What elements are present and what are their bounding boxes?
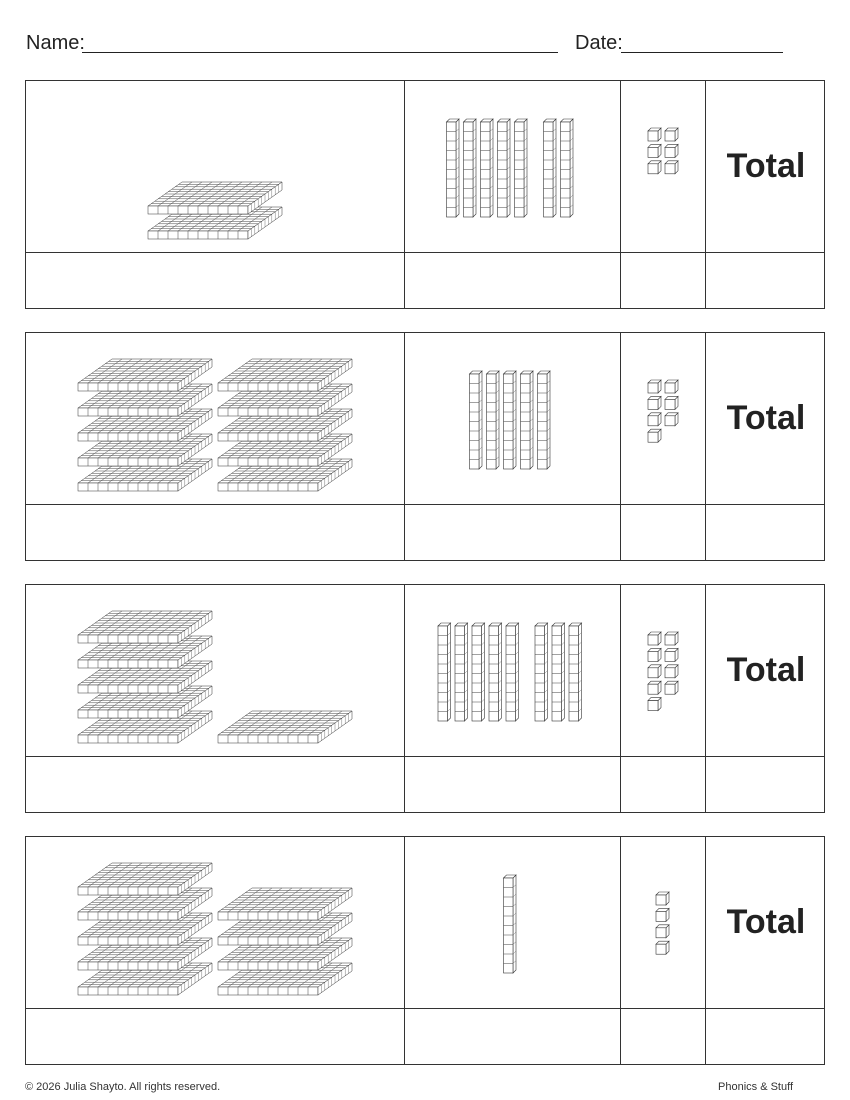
- one-cube: [665, 380, 678, 393]
- brand-text: Phonics & Stuff: [718, 1081, 794, 1093]
- one-cube: [648, 648, 661, 661]
- answer-ones-cell[interactable]: [621, 506, 705, 562]
- answer-tens-cell[interactable]: [405, 506, 620, 562]
- ten-rod: [455, 623, 468, 721]
- ten-rod: [487, 371, 500, 469]
- one-cube: [656, 941, 669, 954]
- base-ten-blocks: [26, 81, 826, 252]
- answer-total-cell[interactable]: [706, 1010, 824, 1066]
- one-cube: [648, 698, 661, 711]
- problem-box: [25, 836, 825, 1065]
- row-divider: [26, 1008, 824, 1009]
- answer-tens-cell[interactable]: [405, 254, 620, 310]
- one-cube: [648, 144, 661, 157]
- hundreds-group: [78, 359, 352, 491]
- ten-rod: [561, 119, 574, 217]
- problem-box: [25, 584, 825, 813]
- tens-group: [504, 875, 517, 973]
- row-divider: [26, 504, 824, 505]
- ten-rod: [569, 623, 582, 721]
- one-cube: [665, 161, 678, 174]
- ten-rod: [481, 119, 494, 217]
- one-cube: [665, 632, 678, 645]
- answer-tens-cell[interactable]: [405, 758, 620, 814]
- hundred-flat: [218, 711, 352, 743]
- answer-hundreds-cell[interactable]: [26, 1010, 404, 1066]
- answer-hundreds-cell[interactable]: [26, 254, 404, 310]
- ten-rod: [489, 623, 502, 721]
- one-cube: [665, 681, 678, 694]
- row-divider: [26, 756, 824, 757]
- total-label: Total: [726, 399, 806, 437]
- ten-rod: [515, 119, 528, 217]
- ten-rod: [504, 371, 517, 469]
- date-label: Date:: [575, 32, 623, 54]
- ten-rod: [438, 623, 451, 721]
- ten-rod: [521, 371, 534, 469]
- ten-rod: [535, 623, 548, 721]
- answer-total-cell[interactable]: [706, 506, 824, 562]
- one-cube: [665, 396, 678, 409]
- one-cube: [665, 413, 678, 426]
- base-ten-blocks: [26, 837, 826, 1008]
- one-cube: [648, 396, 661, 409]
- ten-rod: [506, 623, 519, 721]
- answer-hundreds-cell[interactable]: [26, 758, 404, 814]
- date-field[interactable]: [621, 52, 783, 53]
- answer-total-cell[interactable]: [706, 758, 824, 814]
- base-ten-blocks: [26, 333, 826, 504]
- hundreds-group: [78, 863, 352, 995]
- answer-total-cell[interactable]: [706, 254, 824, 310]
- ten-rod: [552, 623, 565, 721]
- row-divider: [26, 252, 824, 253]
- hundreds-group: [148, 182, 282, 239]
- ten-rod: [504, 875, 517, 973]
- one-cube: [656, 892, 669, 905]
- ones-group: [648, 128, 678, 174]
- answer-ones-cell[interactable]: [621, 758, 705, 814]
- one-cube: [665, 648, 678, 661]
- name-label: Name:: [26, 32, 85, 54]
- one-cube: [648, 429, 661, 442]
- ten-rod: [447, 119, 460, 217]
- copyright-text: © 2026 Julia Shayto. All rights reserved.: [25, 1081, 221, 1093]
- one-cube: [665, 665, 678, 678]
- ones-group: [648, 632, 678, 711]
- tens-group: [447, 119, 574, 217]
- ten-rod: [544, 119, 557, 217]
- ten-rod: [470, 371, 483, 469]
- base-ten-blocks: [26, 585, 826, 756]
- ones-group: [656, 892, 669, 954]
- total-label: Total: [726, 651, 806, 689]
- problem-box: [25, 80, 825, 309]
- one-cube: [648, 681, 661, 694]
- total-label: Total: [726, 903, 806, 941]
- one-cube: [656, 908, 669, 921]
- problem-box: [25, 332, 825, 561]
- one-cube: [648, 380, 661, 393]
- name-field[interactable]: [82, 52, 558, 53]
- hundreds-group: [78, 611, 352, 743]
- worksheet-header: [0, 0, 850, 70]
- ten-rod: [538, 371, 551, 469]
- total-label: Total: [726, 147, 806, 185]
- one-cube: [648, 632, 661, 645]
- tens-group: [438, 623, 582, 721]
- answer-hundreds-cell[interactable]: [26, 506, 404, 562]
- tens-group: [470, 371, 551, 469]
- answer-ones-cell[interactable]: [621, 1010, 705, 1066]
- ten-rod: [472, 623, 485, 721]
- one-cube: [656, 925, 669, 938]
- ten-rod: [464, 119, 477, 217]
- one-cube: [665, 128, 678, 141]
- one-cube: [648, 413, 661, 426]
- one-cube: [648, 128, 661, 141]
- ones-group: [648, 380, 678, 442]
- one-cube: [648, 161, 661, 174]
- answer-tens-cell[interactable]: [405, 1010, 620, 1066]
- ten-rod: [498, 119, 511, 217]
- answer-ones-cell[interactable]: [621, 254, 705, 310]
- one-cube: [648, 665, 661, 678]
- one-cube: [665, 144, 678, 157]
